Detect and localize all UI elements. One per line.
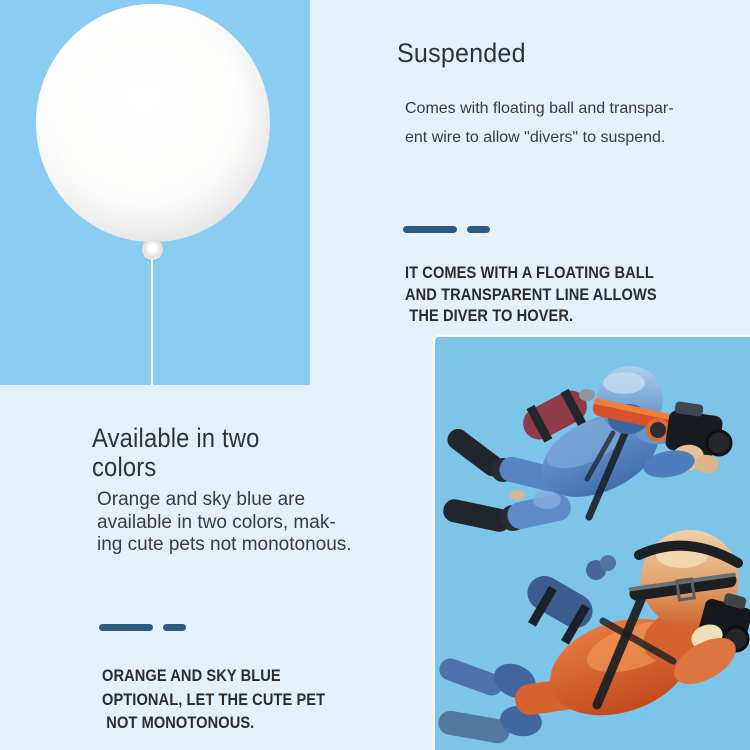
suspended-title: Suspended: [397, 38, 526, 68]
transparent-wire: [151, 259, 153, 385]
dash-icon: [403, 226, 457, 233]
two-colors-title: [92, 424, 259, 482]
suspended-body-line: ent wire to allow "divers" to suspend.: [405, 129, 666, 146]
divers-photo: [435, 337, 750, 750]
two-colors-body-line: ing cute pets not monotonous.: [97, 534, 352, 555]
suspended-caption-line: AND TRANSPARENT LINE ALLOWS: [405, 284, 657, 304]
dash-icon: [99, 624, 153, 631]
suspended-body-line: Comes with floating ball and transpar-: [405, 100, 674, 117]
two-colors-caption-line: OPTIONAL, LET THE CUTE PET: [102, 689, 326, 709]
two-colors-body: [97, 489, 352, 557]
suspended-body: [405, 94, 674, 152]
orange-diver-figure: [436, 530, 750, 745]
divers-photo-panel: [433, 335, 750, 750]
ball-nozzle: [142, 240, 163, 260]
two-colors-caption-line: ORANGE AND SKY BLUE: [102, 666, 281, 685]
two-colors-title-line: Available in two: [92, 423, 260, 453]
suspended-caption: [405, 262, 657, 327]
two-colors-body-line: Orange and sky blue are: [97, 489, 306, 510]
two-colors-body-line: available in two colors, mak-: [97, 511, 336, 533]
suspended-caption-line: THE DIVER TO HOVER.: [409, 306, 574, 325]
two-colors-title-line: colors: [92, 452, 157, 482]
floating-ball-image: [36, 4, 270, 242]
divider-dashes: [99, 624, 186, 631]
divider-dashes: [403, 226, 490, 233]
dash-icon: [163, 624, 186, 631]
blue-diver-figure: [441, 366, 731, 534]
dash-icon: [467, 226, 490, 233]
two-colors-caption: [102, 664, 325, 735]
two-colors-caption-line: NOT MONOTONOUS.: [106, 713, 255, 732]
floating-ball-panel: [0, 0, 310, 385]
suspended-caption-line: IT COMES WITH A FLOATING BALL: [405, 263, 654, 282]
